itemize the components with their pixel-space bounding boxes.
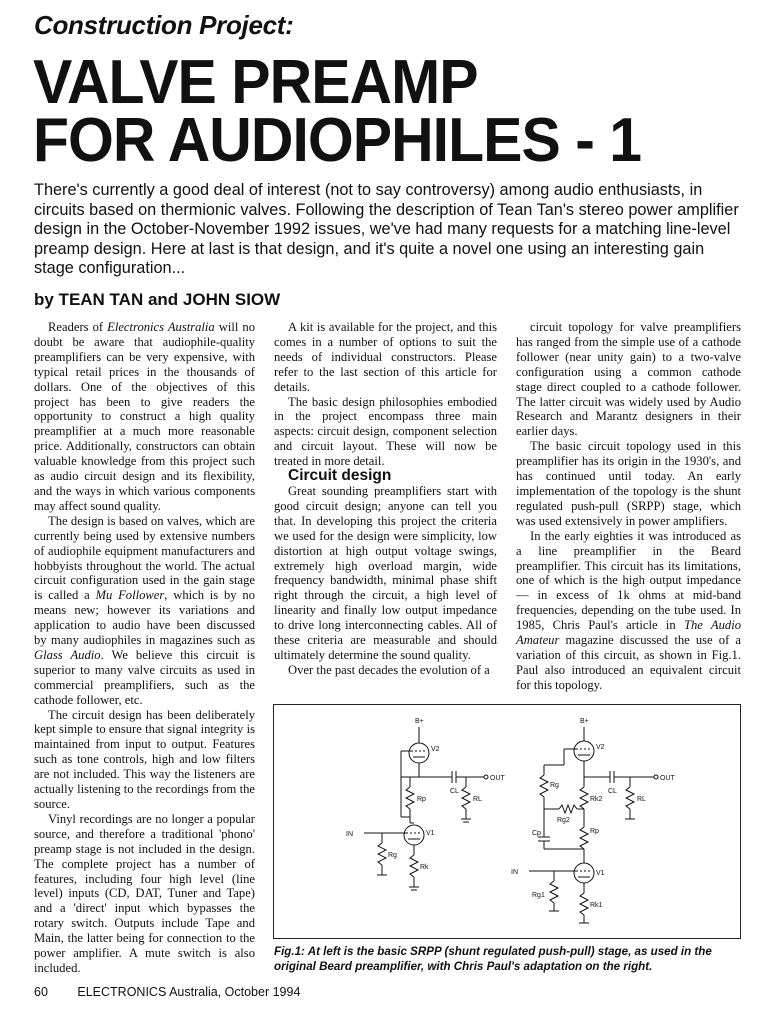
footer xyxy=(34,985,300,999)
byline: by TEAN TAN and JOHN SIOW xyxy=(34,290,281,309)
label-rk1: Rk1 xyxy=(590,902,603,909)
paragraph: Vinyl recordings are no longer a popular source, and therefore a traditional 'phono' preamp stage is not included in the design. The complete project has a number of features, including four high level (line level) inputs (CD, DAT, Tuner and Tape) and a 'direct' input which bypasses the rotary switch. Outputs include Tape and Main, the latter being for connection to the power amplifier. A mute switch is also included. xyxy=(34,811,255,975)
label-rp: Rp xyxy=(417,796,426,803)
label-v1-right: V1 xyxy=(596,870,605,877)
paragraph: The design is based on valves, which are currently being used by extensive numbers of audiophile equipment manufacturers and hobbyists throughout the world. The actual circuit configuration used in the gain stage is called a Mu Follower, which is by no means new; however its variations and application to audio have been discussed by many audiophiles in magazines such as Glass Audio. We believe this circuit is superior to many valve circuits as used in commercial preamplifiers, such as the cathode follower, etc. xyxy=(34,513,256,707)
standfirst: There's currently a good deal of interest (not to say controversy) among audio enthusiasts, in circuits based on thermionic valves. Following the description of Tean Tan's stereo power amplifier design in the October-November 1992 issues, we've had many requests for a matching line-level preamp design. Here at last is that design, and it's quite a novel one using an interesting gain stage configuration... xyxy=(34,181,739,277)
label-out: OUT xyxy=(490,775,505,782)
paragraph: circuit topology for valve preamplifiers has ranged from the simple use of a cathode follower (near unity gain) to a two-valve configuration using a common cathode stage direct coupled to a cathode follower. The latter circuit was widely used by Audio Research and Marantz designers in their earlier days. xyxy=(516,320,741,439)
paragraph: A kit is available for the project, and this comes in a number of options to suit the needs of individual constructors. Please refer to the last section of this article for details. xyxy=(274,320,497,394)
label-rk: Rk xyxy=(420,864,429,871)
publication-line: ELECTRONICS Australia, October 1994 xyxy=(77,985,301,999)
paragraph: In the early eighties it was introduced as a line preamplifier in the Beard preamplifier. This circuit has its limitations, one of which is the high output impedance — in excess of 1k ohms at mid-band frequencies, depending on the tube used. In 1985, Chris Paul's article in The Audio Amateur magazine discussed the use of a variation of this circuit, as shown in Fig.1. Paul also introduced an equivalent circuit for this topology. xyxy=(516,528,741,692)
column-2 xyxy=(274,320,497,678)
label-in-right: IN xyxy=(511,869,518,876)
paragraph: The circuit design has been deliberately kept simple to ensure that signal integrity is maintained from input to output. Features such as tone controls, high and low filters are not included. This way the listeners are actually listening to the recordings from the source. xyxy=(34,707,255,811)
valve-v2-right xyxy=(574,741,594,761)
column-1 xyxy=(34,320,255,976)
label-rg: Rg xyxy=(388,852,397,859)
label-v2-right: V2 xyxy=(596,744,605,751)
paragraph: The basic design philosophies embodied in the project encompass three main aspects: circuit design, component selection and circuit layout. These will now be treated in more detail. xyxy=(274,394,497,469)
figure-circuit xyxy=(273,704,741,939)
label-bplus: B+ xyxy=(415,718,424,725)
label-cl: CL xyxy=(450,788,459,795)
label-bplus-right: B+ xyxy=(580,718,589,725)
valve-v1-right xyxy=(574,863,594,883)
label-rg-right: Rg xyxy=(550,782,559,789)
page-number: 60 xyxy=(34,985,48,999)
title-line-1: VALVE PREAMP xyxy=(33,48,478,117)
label-rp-right: Rp xyxy=(590,828,599,835)
title-line-2: FOR AUDIOPHILES - 1 xyxy=(33,106,642,175)
label-rl: RL xyxy=(473,796,482,803)
paragraph: Great sounding preamplifiers start with good circuit design; anyone can tell you that. In developing this project the criteria we used for the design were simplicity, low distortion at high output voltage swings, extremely high overload margin, wide frequency bandwidth, minimal phase shift right through the circuit, a high level of linearity and finally low output impedance to drive long interconnecting cables. All of these criteria are measurable and should ultimately determine the sound quality. xyxy=(274,483,497,662)
subheading: Circuit design xyxy=(288,467,392,485)
paragraph: The basic circuit topology used in this preamplifier has its origin in the 1930's, and has continued until today. An early implementation of the topology is the shunt regulated push-pull (SRPP) stage, which was used extensively in power amplifiers. xyxy=(516,439,741,528)
label-v1: V1 xyxy=(426,830,435,837)
circuit-diagram xyxy=(274,705,739,937)
label-rg1: Rg1 xyxy=(532,892,545,899)
label-rg2: Rg2 xyxy=(557,817,570,824)
column-3 xyxy=(516,320,741,693)
paragraph: Over the past decades the evolution of a xyxy=(288,662,490,677)
label-rk2: Rk2 xyxy=(590,796,603,803)
label-rl-right: RL xyxy=(637,796,646,803)
paragraph: Readers of Electronics Australia will no doubt be aware that audiophile-quality preamplifiers can be very expensive, with typical retail prices in the thousands of dollars. One of the objectives of this project has been to give readers the opportunity to construct a high quality preamplifier at a much more reasonable price. Additionally, constructors can obtain valuable knowledge from this project such as audio circuit design and its flexibility, and the ways in which various components may affect sound quality. xyxy=(34,320,255,513)
label-in: IN xyxy=(346,831,353,838)
label-out-right: OUT xyxy=(660,775,675,782)
label-cl-right: CL xyxy=(608,788,617,795)
label-cp: Cp xyxy=(532,830,541,837)
article-title xyxy=(33,48,642,175)
valve-v1 xyxy=(404,825,424,845)
kicker: Construction Project: xyxy=(34,10,294,40)
figure-caption: Fig.1: At left is the basic SRPP (shunt regulated push-pull) stage, as used in the original Beard preamplifier, with Chris Paul's adaptation on the right. xyxy=(274,945,712,973)
label-v2: V2 xyxy=(431,746,440,753)
valve-v2 xyxy=(409,743,429,763)
